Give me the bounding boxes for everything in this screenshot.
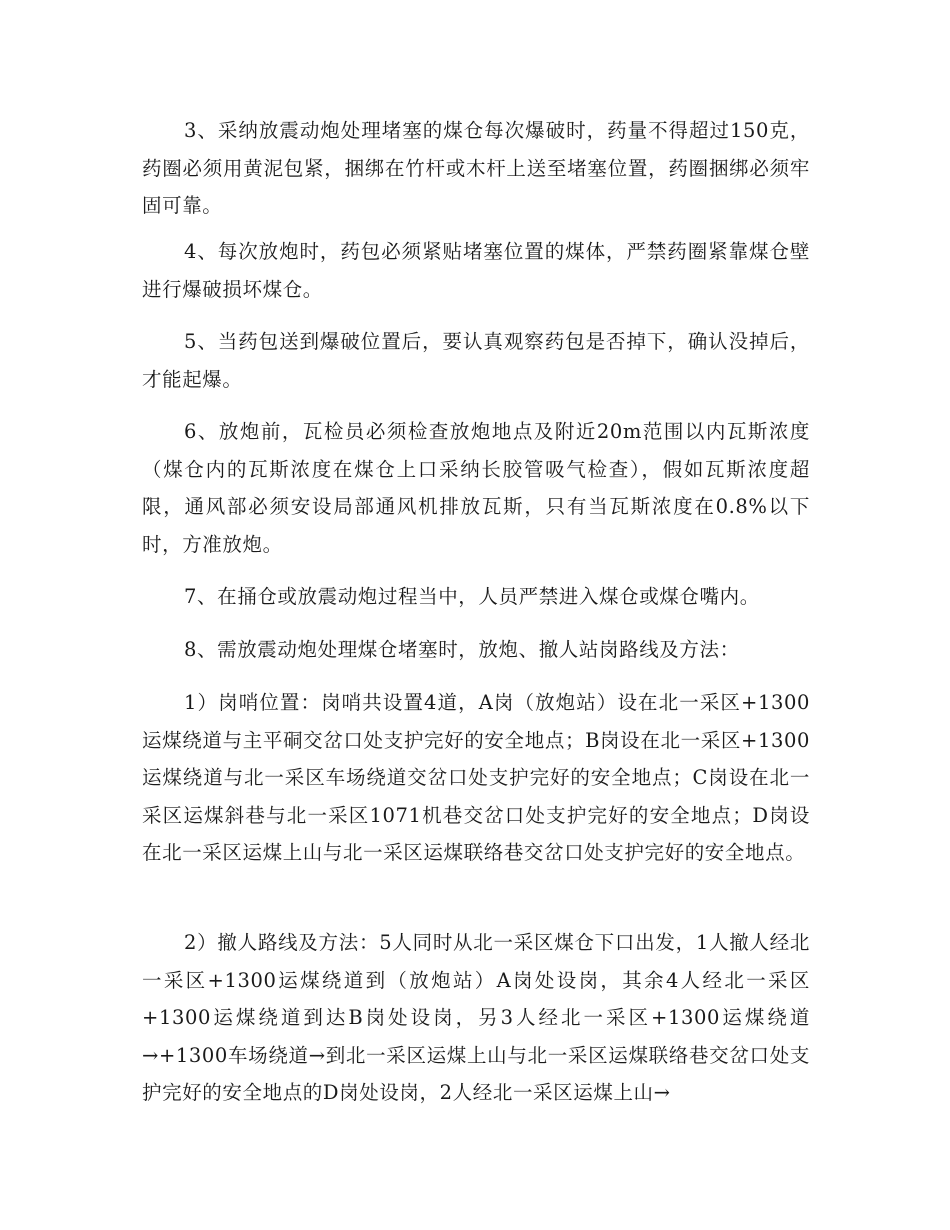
paragraph-8-2-evacuation-route: 2）撤人路线及方法：5人同时从北一采区煤仓下口出发，1人撤人经北一采区+1300运煤绕道到（放炮站）A岗处设岗，其余4人经北一采区+1300运煤绕道到达B岗处设岗，另3人经北一采区+1300运煤绕道→+1300车场绕道→到北一采区运煤上山与北一采区运煤联络巷交岔口处支护完好的安全地点的D岗处设岗，2人经北一采区运煤上山→ xyxy=(142,931,810,1104)
paragraph-8: 8、需放震动炮处理煤仓堵塞时，放炮、撤人站岗路线及方法： xyxy=(184,638,740,661)
paragraph-6: 6、放炮前，瓦检员必须检查放炮地点及附近20m范围以内瓦斯浓度（煤仓内的瓦斯浓度在煤仓上口采纳长胶管吸气检查），假如瓦斯浓度超限，通风部必须安设局部通风机排放瓦斯，只有当瓦斯浓度在0.8%以下时，方准放炮。 xyxy=(142,420,810,556)
paragraph-4: 4、每次放炮时，药包必须紧贴堵塞位置的煤体，严禁药圈紧靠煤仓壁进行爆破损坏煤仓。 xyxy=(142,240,810,301)
paragraph-5: 5、当药包送到爆破位置后，要认真观察药包是否掉下，确认没掉后，才能起爆。 xyxy=(142,330,810,391)
paragraph-8-1-post-positions: 1）岗哨位置：岗哨共设置4道，A岗（放炮站）设在北一采区+1300运煤绕道与主平硐交岔口处支护完好的安全地点；B岗设在北一采区+1300运煤绕道与北一采区车场绕道交岔口处支护完好的安全地点；C岗设在北一采区运煤斜巷与北一采区1071机巷交岔口处支护完好的安全地点；D岗设在北一采区运煤上山与北一采区运煤联络巷交岔口处支护完好的安全地点。 xyxy=(142,691,810,864)
paragraph-7: 7、在捅仓或放震动炮过程当中，人员严禁进入煤仓或煤仓嘴内。 xyxy=(184,585,760,608)
paragraph-3: 3、采纳放震动炮处理堵塞的煤仓每次爆破时，药量不得超过150克，药圈必须用黄泥包紧，捆绑在竹杆或木杆上送至堵塞位置，药圈捆绑必须牢固可靠。 xyxy=(142,119,810,217)
